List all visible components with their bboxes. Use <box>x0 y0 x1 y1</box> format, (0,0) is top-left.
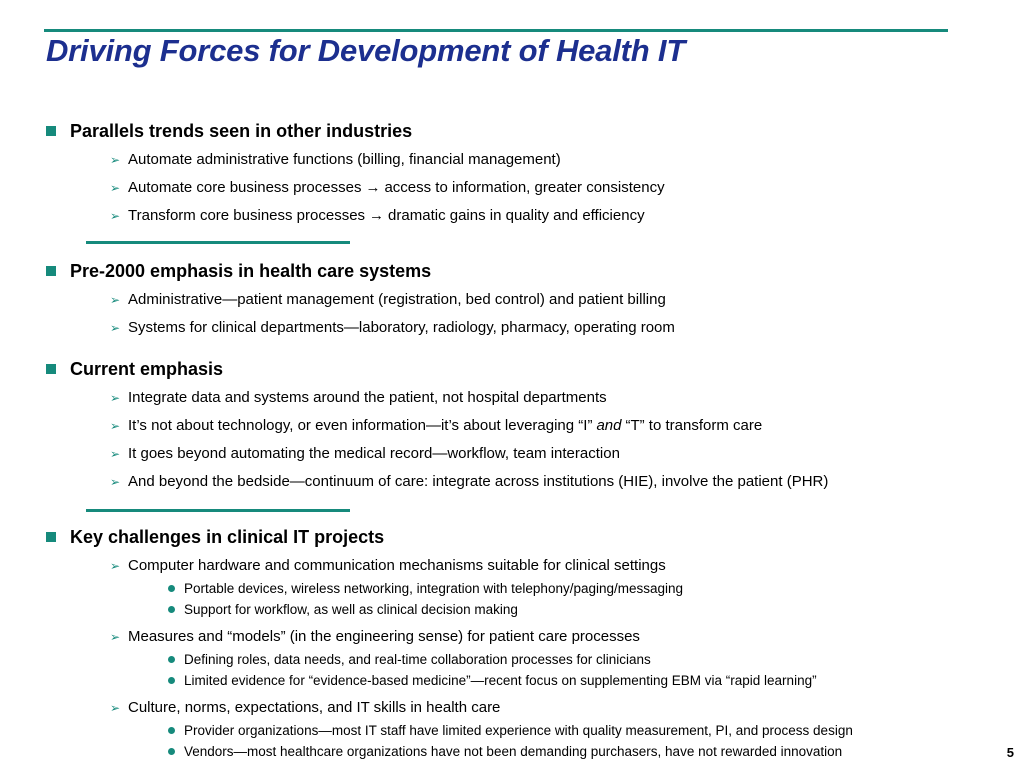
arrowhead-bullet-icon: ➢ <box>110 700 121 715</box>
section-heading: Parallels trends seen in other industries <box>46 121 412 142</box>
list-item: ➢ Systems for clinical departments—laboratory, radiology, pharmacy, operating room <box>110 319 675 336</box>
arrowhead-bullet-icon: ➢ <box>110 152 121 167</box>
list-item: ➢ Automate administrative functions (billing, financial management) <box>110 151 561 168</box>
section-divider <box>86 509 350 512</box>
section-divider <box>86 241 350 244</box>
section-heading: Current emphasis <box>46 359 223 380</box>
list-item: ➢ Integrate data and systems around the patient, not hospital departments <box>110 389 607 406</box>
arrowhead-bullet-icon: ➢ <box>110 629 121 644</box>
list-item: ➢ Computer hardware and communication mechanisms suitable for clinical settings <box>110 557 666 574</box>
dot-bullet-icon <box>168 606 175 613</box>
arrowhead-bullet-icon: ➢ <box>110 558 121 573</box>
sub-list-item: Vendors—most healthcare organizations have not been demanding purchasers, have not rewarded innovation <box>168 744 842 759</box>
arrowhead-bullet-icon: ➢ <box>110 180 121 195</box>
sub-list-item: Portable devices, wireless networking, integration with telephony/paging/messaging <box>168 581 683 596</box>
arrowhead-bullet-icon: ➢ <box>110 208 121 223</box>
section-heading: Key challenges in clinical IT projects <box>46 527 384 548</box>
dot-bullet-icon <box>168 656 175 663</box>
dot-bullet-icon <box>168 727 175 734</box>
arrowhead-bullet-icon: ➢ <box>110 474 121 489</box>
list-item: ➢ Administrative—patient management (registration, bed control) and patient billing <box>110 291 666 308</box>
arrowhead-bullet-icon: ➢ <box>110 390 121 405</box>
sub-list-item: Provider organizations—most IT staff have limited experience with quality measurement, PI, and process design <box>168 723 853 738</box>
arrowhead-bullet-icon: ➢ <box>110 446 121 461</box>
square-bullet-icon <box>46 364 56 374</box>
top-rule <box>44 29 948 32</box>
arrowhead-bullet-icon: ➢ <box>110 320 121 335</box>
list-item: ➢ Transform core business processes → dramatic gains in quality and efficiency <box>110 207 645 224</box>
right-arrow-icon: → <box>365 179 381 196</box>
right-arrow-icon: → <box>369 207 385 224</box>
arrowhead-bullet-icon: ➢ <box>110 418 121 433</box>
sub-list-item: Defining roles, data needs, and real-time collaboration processes for clinicians <box>168 652 651 667</box>
section-heading: Pre-2000 emphasis in health care systems <box>46 261 431 282</box>
square-bullet-icon <box>46 532 56 542</box>
dot-bullet-icon <box>168 585 175 592</box>
dot-bullet-icon <box>168 677 175 684</box>
slide-title: Driving Forces for Development of Health IT <box>46 33 686 68</box>
list-item: ➢ Automate core business processes → access to information, greater consistency <box>110 179 665 196</box>
square-bullet-icon <box>46 266 56 276</box>
square-bullet-icon <box>46 126 56 136</box>
list-item: ➢ It goes beyond automating the medical record—workflow, team interaction <box>110 445 620 462</box>
arrowhead-bullet-icon: ➢ <box>110 292 121 307</box>
sub-list-item: Limited evidence for “evidence-based medicine”—recent focus on supplementing EBM via “rapid learning” <box>168 673 817 688</box>
list-item: ➢ And beyond the bedside—continuum of care: integrate across institutions (HIE), involve the patient (PHR) <box>110 473 829 490</box>
list-item: ➢ It’s not about technology, or even information—it’s about leveraging “I” and “T” to transform care <box>110 417 763 434</box>
page-number: 5 <box>1006 745 1014 760</box>
list-item: ➢ Measures and “models” (in the engineering sense) for patient care processes <box>110 628 640 645</box>
dot-bullet-icon <box>168 748 175 755</box>
sub-list-item: Support for workflow, as well as clinical decision making <box>168 602 518 617</box>
list-item: ➢ Culture, norms, expectations, and IT skills in health care <box>110 699 501 716</box>
